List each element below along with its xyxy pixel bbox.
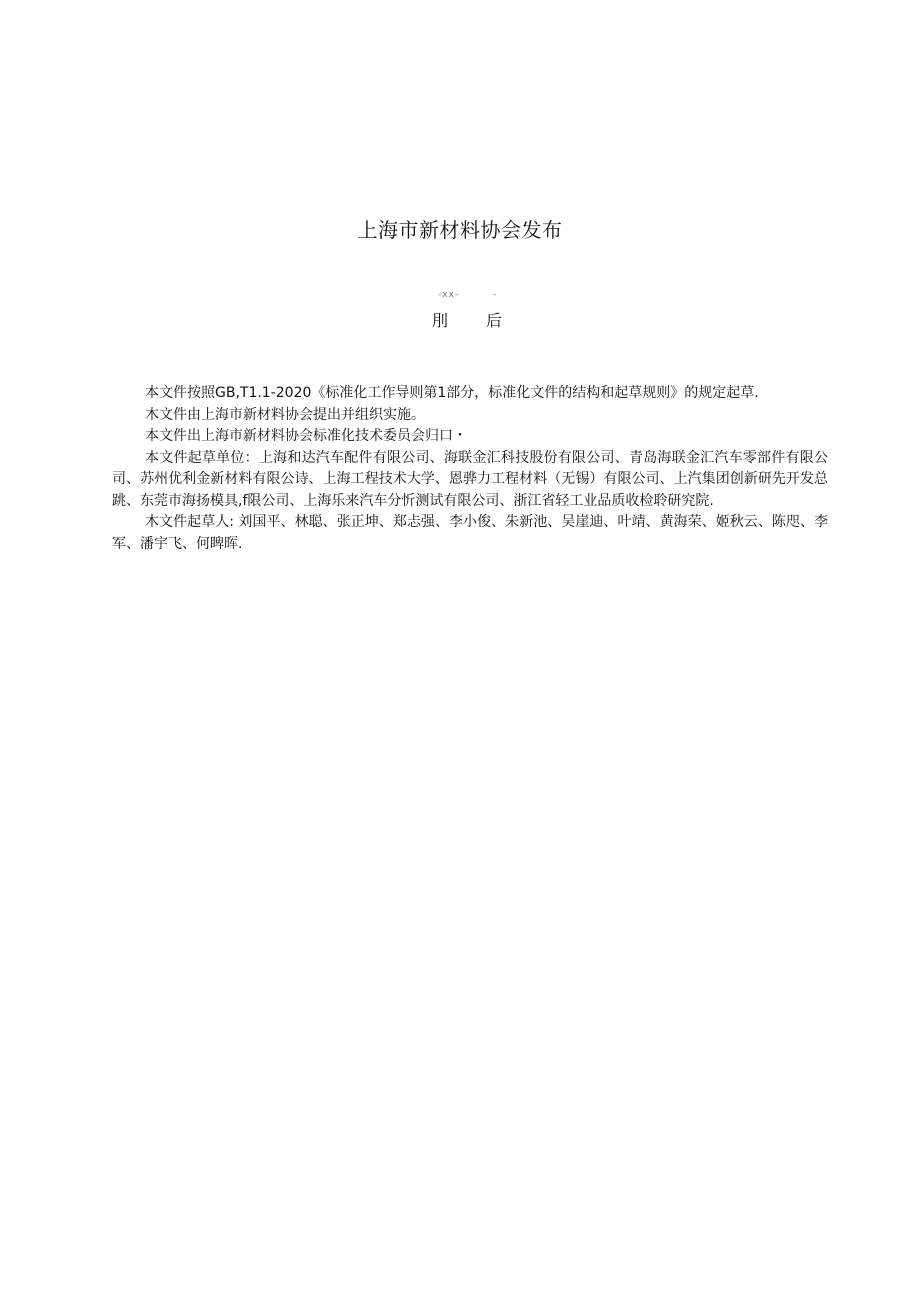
foreword-body [112,383,828,555]
paragraph-drafting-units: 本文件起草单位：上海和达汽车配件有限公司、海联金汇科技股份有限公司、青岛海联金汇汽车零部件有限公司、苏州优利金新材料有限公诗、上海工程技术大学、恩骅力工程材料（无锡）有限公司、上汽集团创新研先开发总跳、东莞市海扬模具,f限公司、上海乐来汽车分忻测试有限公司、浙江省轻工业品质收检聆研究院. [112,449,828,509]
foreword-heading [0,308,920,332]
paragraph-committee: 本文件出上海市新材料协会标准化技术委员会归口・ [145,428,467,444]
heading-char-left: 刖 [432,311,449,330]
heading-char-right: 后 [486,311,503,330]
mark-right: - [493,290,498,300]
mark-left: -xx- [438,290,460,300]
paragraph-proposer: 木文件由上海市新材料协会提出并组织实施。 [145,406,425,423]
publisher-title: 上海市新材料协会发布 [357,218,563,242]
paragraph-drafting-rules: 本文件按照GB,T1.1-2020《标准化工作导则第1部分，标准化文件的结构和起草规则》的规定起草. [145,385,759,401]
paragraph-drafters: 木文件起草人: 刘国平、林聪、张正坤、郑忐强、李小俊、朱新池、吴崖迪、叶靖、黄海荣、姬秋云、陈咫、李军、潘宇飞、何睥晖. [112,514,828,552]
header-marks [0,290,920,302]
